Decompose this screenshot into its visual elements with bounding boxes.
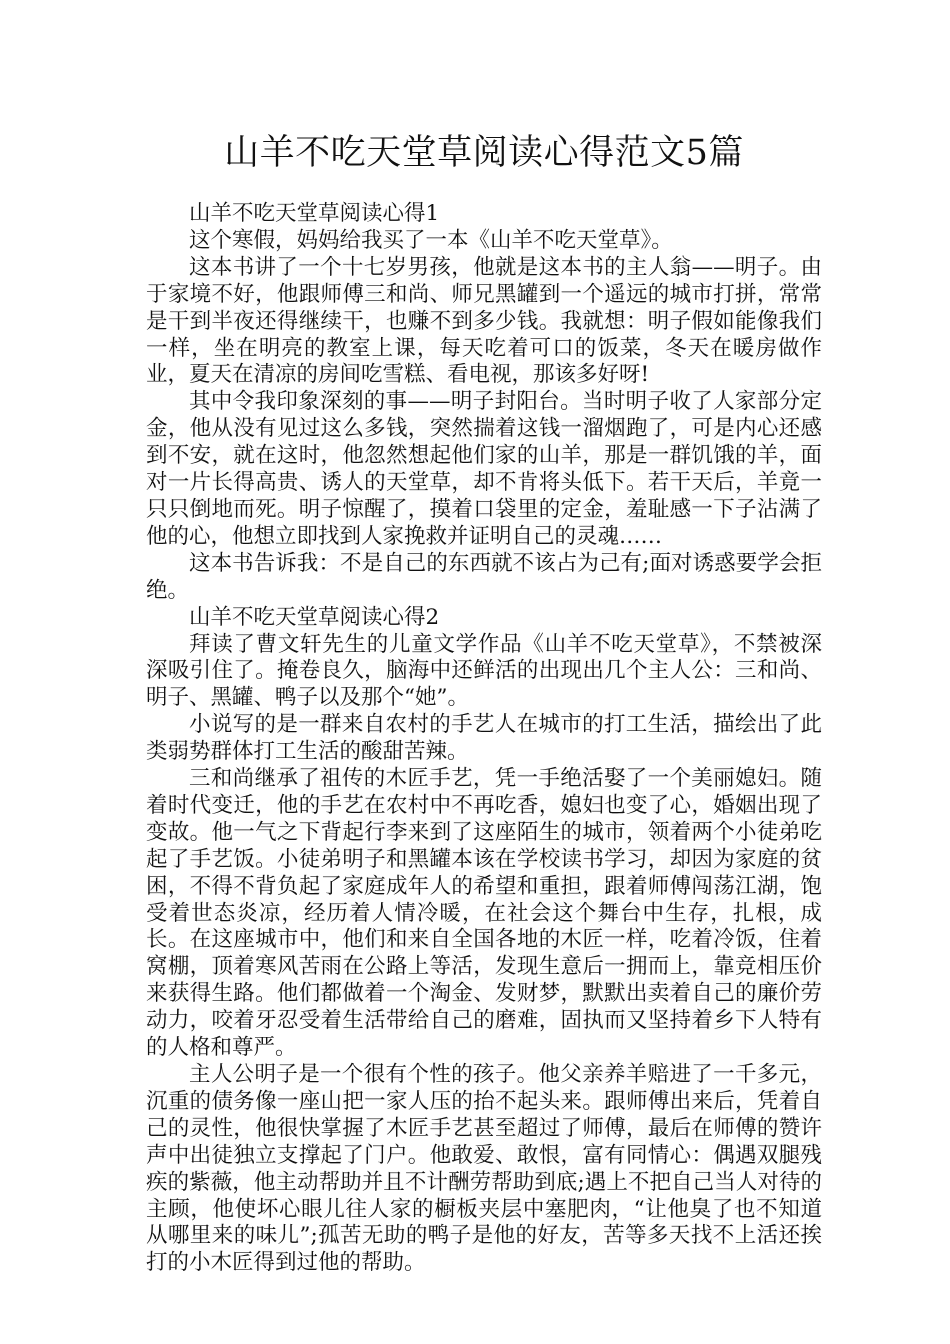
paragraph: 三和尚继承了祖传的木匠手艺，凭一手绝活娶了一个美丽媳妇。随着时代变迁，他的手艺在农村中不再吃香，媳妇也变了心，婚姻出现了变故。他一气之下背起行李来到了这座陌生的城市，领着两个小徒弟吃起了手艺饭。小徒弟明子和黑罐本该在学校读书学习，却因为家庭的贫困，不得不背负起了家庭成年人的希望和重担，跟着师傅闯荡江湖，饱受着世态炎凉，经历着人情冷暖，在社会这个舞台中生存，扎根，成长。在这座城市中，他们和来自全国各地的木匠一样，吃着冷饭，住着窝棚，顶着寒风苦雨在公路上等活，发现生意后一拥而上，靠竞相压价来获得生路。他们都做着一个淘金、发财梦，默默出卖着自己的廉价劳动力，咬着牙忍受着生活带给自己的磨难，固执而又坚持着乡下人特有的人格和尊严。 [146,766,822,1061]
paragraph: 其中令我印象深刻的事——明子封阳台。当时明子收了人家部分定金，他从没有见过这么多钱，突然揣着这钱一溜烟跑了，可是内心还感到不安，就在这时，他忽然想起他们家的山羊，那是一群饥饿的羊，面对一片长得高贵、诱人的天堂草，却不肯将头低下。若干天后，羊竟一只只倒地而死。明子惊醒了，摸着口袋里的定金，羞耻感一下子沾满了他的心，他想立即找到人家挽救并证明自己的灵魂…… [146,389,822,549]
paragraph: 这个寒假，妈妈给我买了一本《山羊不吃天堂草》。 [189,227,673,253]
paragraph: 小说写的是一群来自农村的手艺人在城市的打工生活，描绘出了此类弱势群体打工生活的酸甜苦辣。 [146,712,822,765]
paragraph: 这本书讲了一个十七岁男孩，他就是这本书的主人翁——明子。由于家境不好，他跟师傅三和尚、师兄黑罐到一个遥远的城市打拼，常常是干到半夜还得继续干，也赚不到多少钱。我就想：明子假如能像我们一样，坐在明亮的教室上课，每天吃着可口的饭菜，冬天在暖房做作业，夏天在清凉的房间吃雪糕、看电视，那该多好呀! [146,254,822,388]
section-heading: 山羊不吃天堂草阅读心得2 [189,604,440,630]
section-heading: 山羊不吃天堂草阅读心得1 [189,201,440,226]
paragraph: 主人公明子是一个很有个性的孩子。他父亲养羊赔进了一千多元，沉重的债务像一座山把一家人压的抬不起头来。跟师傅出来后，凭着自己的灵性，他很快掌握了木匠手艺甚至超过了师傅，最后在师傅的赞许声中出徒独立支撑起了门户。他敢爱、敢恨，富有同情心：偶遇双腿残疾的紫薇，他主动帮助并且不计酬劳帮助到底;遇上不把自己当人对待的主顾，他使坏心眼儿往人家的橱板夹层中塞肥肉，“让他臭了也不知道从哪里来的味儿”;孤苦无助的鸭子是他的好友，苦等多天找不上活还挨打的小木匠得到过他的帮助。 [146,1062,822,1276]
paragraph: 拜读了曹文轩先生的儿童文学作品《山羊不吃天堂草》，不禁被深深吸引住了。掩卷良久，脑海中还鲜活的出现出几个主人公：三和尚、明子、黑罐、鸭子以及那个“她”。 [146,631,822,711]
document-body [146,201,822,1277]
document-title: 山羊不吃天堂草阅读心得范文5篇 [224,133,744,173]
paragraph: 这本书告诉我：不是自己的东西就不该占为己有;面对诱惑要学会拒绝。 [146,550,822,603]
